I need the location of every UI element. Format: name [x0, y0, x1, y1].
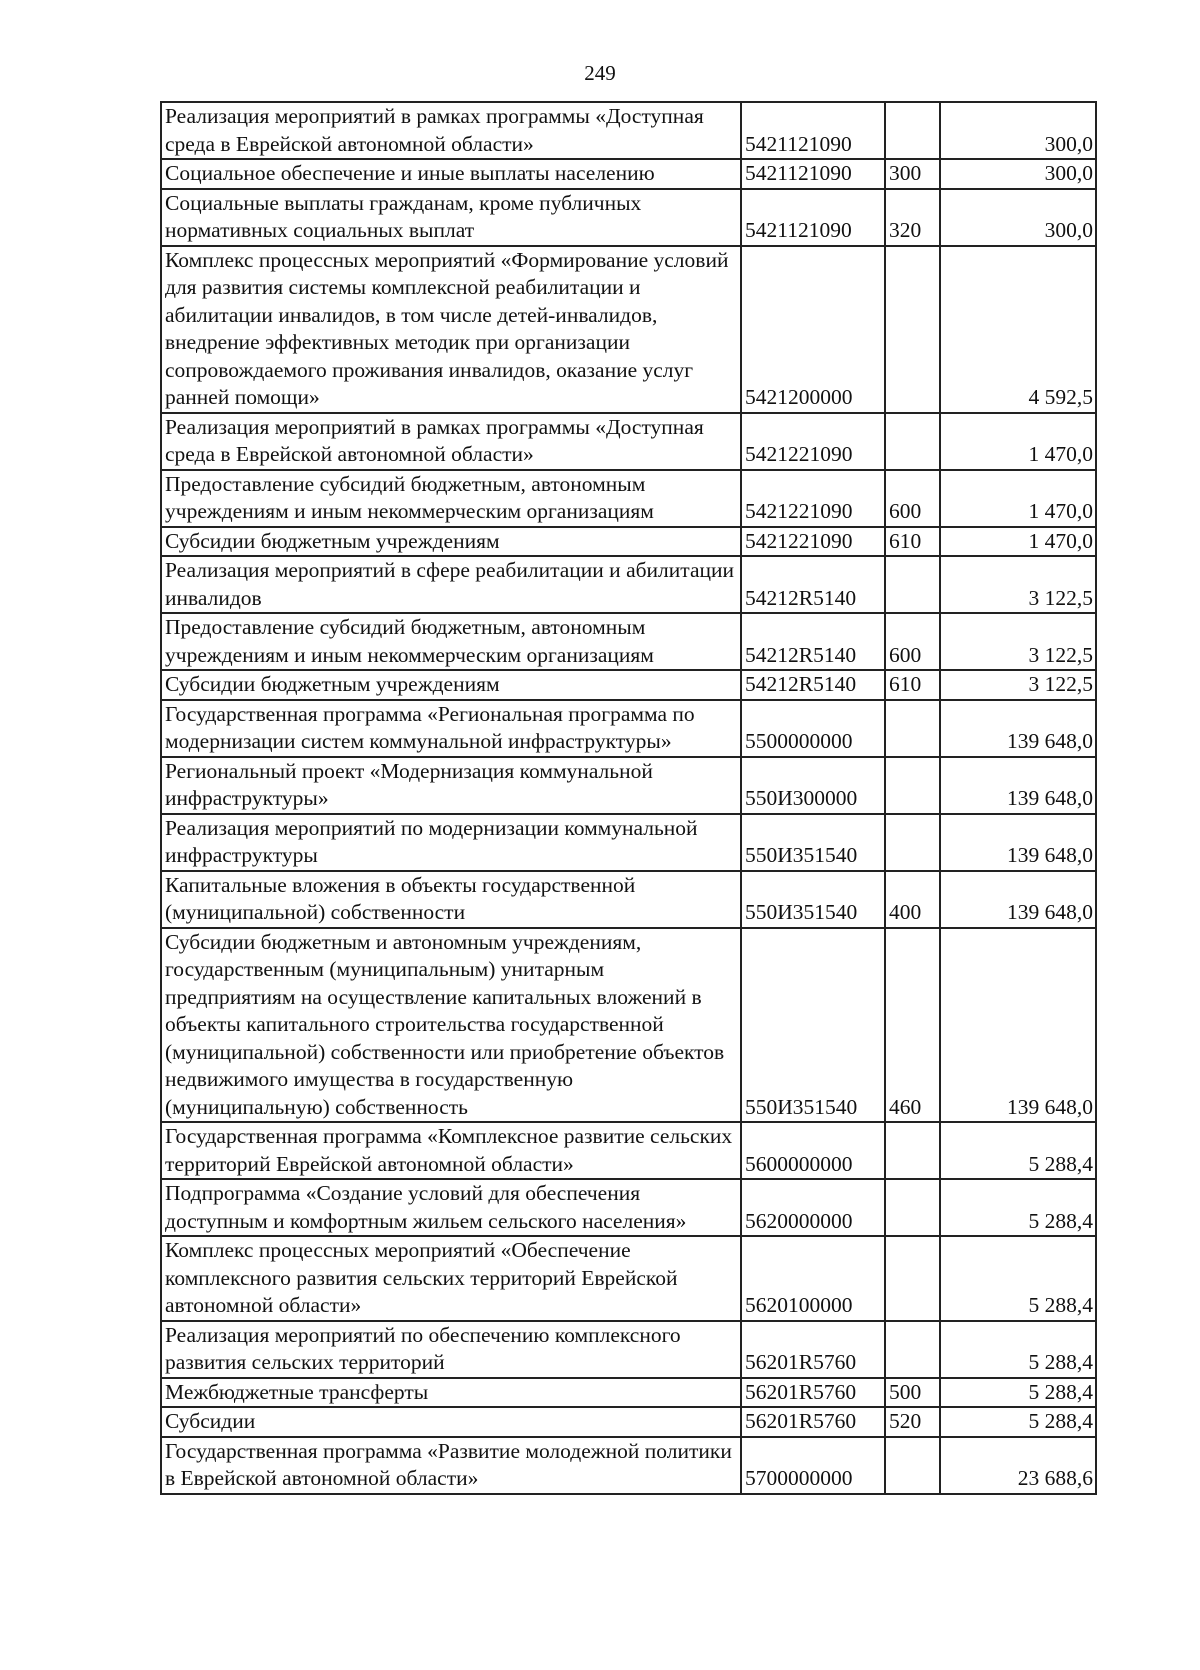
row-sum-cell: 5 288,4	[940, 1321, 1096, 1378]
row-name-cell: Субсидии бюджетным учреждениям	[161, 670, 741, 700]
table-row	[161, 102, 1096, 159]
row-sum-cell: 300,0	[940, 189, 1096, 246]
table-row	[161, 189, 1096, 246]
row-code-cell: 5421221090	[741, 470, 885, 527]
row-sum-cell: 23 688,6	[940, 1437, 1096, 1494]
row-sum-cell: 5 288,4	[940, 1122, 1096, 1179]
table-row	[161, 1407, 1096, 1437]
table-row	[161, 1179, 1096, 1236]
table-row	[161, 1236, 1096, 1321]
row-name-cell: Подпрограмма «Создание условий для обеспечения доступным и комфортным жильем сельского населения»	[161, 1179, 741, 1236]
row-sum-cell: 139 648,0	[940, 700, 1096, 757]
table-row	[161, 928, 1096, 1123]
page-number: 249	[584, 61, 616, 85]
row-type-cell	[885, 1236, 940, 1321]
row-type-cell	[885, 1437, 940, 1494]
row-sum-cell: 1 470,0	[940, 413, 1096, 470]
row-code-cell: 5421221090	[741, 413, 885, 470]
row-code-cell: 550И300000	[741, 757, 885, 814]
row-code-cell: 56201R5760	[741, 1321, 885, 1378]
row-code-cell: 550И351540	[741, 871, 885, 928]
row-name-cell: Субсидии бюджетным и автономным учреждениям, государственным (муниципальным) унитарным предприятиям на осуществление капитальных вложений в объекты капитального строительства государственной (муниципальной) собственности или приобретение объектов недвижимого имущества в государственную (муниципальную) собственность	[161, 928, 741, 1123]
table-row	[161, 700, 1096, 757]
row-code-cell: 550И351540	[741, 814, 885, 871]
row-code-cell: 54212R5140	[741, 670, 885, 700]
row-type-cell	[885, 102, 940, 159]
row-name-cell: Субсидии	[161, 1407, 741, 1437]
row-name-cell: Реализация мероприятий по модернизации коммунальной инфраструктуры	[161, 814, 741, 871]
row-name-cell: Государственная программа «Развитие молодежной политики в Еврейской автономной области»	[161, 1437, 741, 1494]
row-sum-cell: 1 470,0	[940, 470, 1096, 527]
row-type-cell	[885, 757, 940, 814]
row-type-cell	[885, 556, 940, 613]
row-name-cell: Предоставление субсидий бюджетным, автономным учреждениям и иным некоммерческим организациям	[161, 613, 741, 670]
table-row	[161, 814, 1096, 871]
row-sum-cell: 300,0	[940, 159, 1096, 189]
table-row	[161, 670, 1096, 700]
row-type-cell: 300	[885, 159, 940, 189]
row-sum-cell: 139 648,0	[940, 928, 1096, 1123]
table-row	[161, 246, 1096, 413]
table-row	[161, 470, 1096, 527]
row-name-cell: Региональный проект «Модернизация коммунальной инфраструктуры»	[161, 757, 741, 814]
row-type-cell: 520	[885, 1407, 940, 1437]
row-type-cell	[885, 814, 940, 871]
row-type-cell: 600	[885, 613, 940, 670]
row-sum-cell: 5 288,4	[940, 1378, 1096, 1408]
row-sum-cell: 5 288,4	[940, 1407, 1096, 1437]
row-code-cell: 56201R5760	[741, 1407, 885, 1437]
table-row	[161, 871, 1096, 928]
table-row	[161, 556, 1096, 613]
row-type-cell: 610	[885, 670, 940, 700]
row-name-cell: Субсидии бюджетным учреждениям	[161, 527, 741, 557]
row-name-cell: Социальные выплаты гражданам, кроме публичных нормативных социальных выплат	[161, 189, 741, 246]
row-code-cell: 54212R5140	[741, 556, 885, 613]
row-sum-cell: 300,0	[940, 102, 1096, 159]
row-name-cell: Государственная программа «Региональная программа по модернизации систем коммунальной инфраструктуры»	[161, 700, 741, 757]
row-name-cell: Реализация мероприятий по обеспечению комплексного развития сельских территорий	[161, 1321, 741, 1378]
row-sum-cell: 139 648,0	[940, 757, 1096, 814]
row-sum-cell: 3 122,5	[940, 556, 1096, 613]
row-name-cell: Реализация мероприятий в сфере реабилитации и абилитации инвалидов	[161, 556, 741, 613]
row-name-cell: Государственная программа «Комплексное развитие сельских территорий Еврейской автономной области»	[161, 1122, 741, 1179]
row-sum-cell: 3 122,5	[940, 613, 1096, 670]
row-code-cell: 5421121090	[741, 189, 885, 246]
row-code-cell: 5421121090	[741, 102, 885, 159]
row-type-cell	[885, 413, 940, 470]
row-sum-cell: 5 288,4	[940, 1236, 1096, 1321]
row-code-cell: 5421121090	[741, 159, 885, 189]
row-name-cell: Капитальные вложения в объекты государственной (муниципальной) собственности	[161, 871, 741, 928]
row-sum-cell: 3 122,5	[940, 670, 1096, 700]
row-sum-cell: 1 470,0	[940, 527, 1096, 557]
row-code-cell: 5620000000	[741, 1179, 885, 1236]
table-row	[161, 1321, 1096, 1378]
row-type-cell	[885, 246, 940, 413]
table-row	[161, 1122, 1096, 1179]
row-code-cell: 5700000000	[741, 1437, 885, 1494]
row-code-cell: 56201R5760	[741, 1378, 885, 1408]
row-name-cell: Реализация мероприятий в рамках программы «Доступная среда в Еврейской автономной области»	[161, 102, 741, 159]
table-row	[161, 613, 1096, 670]
row-code-cell: 5620100000	[741, 1236, 885, 1321]
table-row	[161, 1437, 1096, 1494]
budget-table	[160, 101, 1097, 1495]
row-name-cell: Межбюджетные трансферты	[161, 1378, 741, 1408]
row-type-cell: 500	[885, 1378, 940, 1408]
row-type-cell	[885, 1122, 940, 1179]
row-code-cell: 54212R5140	[741, 613, 885, 670]
table-row	[161, 413, 1096, 470]
row-type-cell: 320	[885, 189, 940, 246]
row-type-cell: 610	[885, 527, 940, 557]
row-type-cell: 600	[885, 470, 940, 527]
row-sum-cell: 4 592,5	[940, 246, 1096, 413]
row-sum-cell: 5 288,4	[940, 1179, 1096, 1236]
row-code-cell: 5500000000	[741, 700, 885, 757]
row-code-cell: 5600000000	[741, 1122, 885, 1179]
row-name-cell: Комплекс процессных мероприятий «Формирование условий для развития системы комплексной реабилитации и абилитации инвалидов, в том числе детей-инвалидов, внедрение эффективных методик при организации сопровождаемого проживания инвалидов, оказание услуг ранней помощи»	[161, 246, 741, 413]
row-code-cell: 550И351540	[741, 928, 885, 1123]
table-row	[161, 1378, 1096, 1408]
table-row	[161, 159, 1096, 189]
row-code-cell: 5421200000	[741, 246, 885, 413]
row-type-cell	[885, 1179, 940, 1236]
row-sum-cell: 139 648,0	[940, 814, 1096, 871]
row-type-cell	[885, 700, 940, 757]
row-name-cell: Предоставление субсидий бюджетным, автономным учреждениям и иным некоммерческим организациям	[161, 470, 741, 527]
budget-table-body	[161, 102, 1096, 1494]
row-type-cell: 400	[885, 871, 940, 928]
row-type-cell	[885, 1321, 940, 1378]
table-row	[161, 527, 1096, 557]
row-type-cell: 460	[885, 928, 940, 1123]
row-name-cell: Реализация мероприятий в рамках программы «Доступная среда в Еврейской автономной области»	[161, 413, 741, 470]
row-sum-cell: 139 648,0	[940, 871, 1096, 928]
table-row	[161, 757, 1096, 814]
row-code-cell: 5421221090	[741, 527, 885, 557]
row-name-cell: Комплекс процессных мероприятий «Обеспечение комплексного развития сельских территорий Еврейской автономной области»	[161, 1236, 741, 1321]
row-name-cell: Социальное обеспечение и иные выплаты населению	[161, 159, 741, 189]
